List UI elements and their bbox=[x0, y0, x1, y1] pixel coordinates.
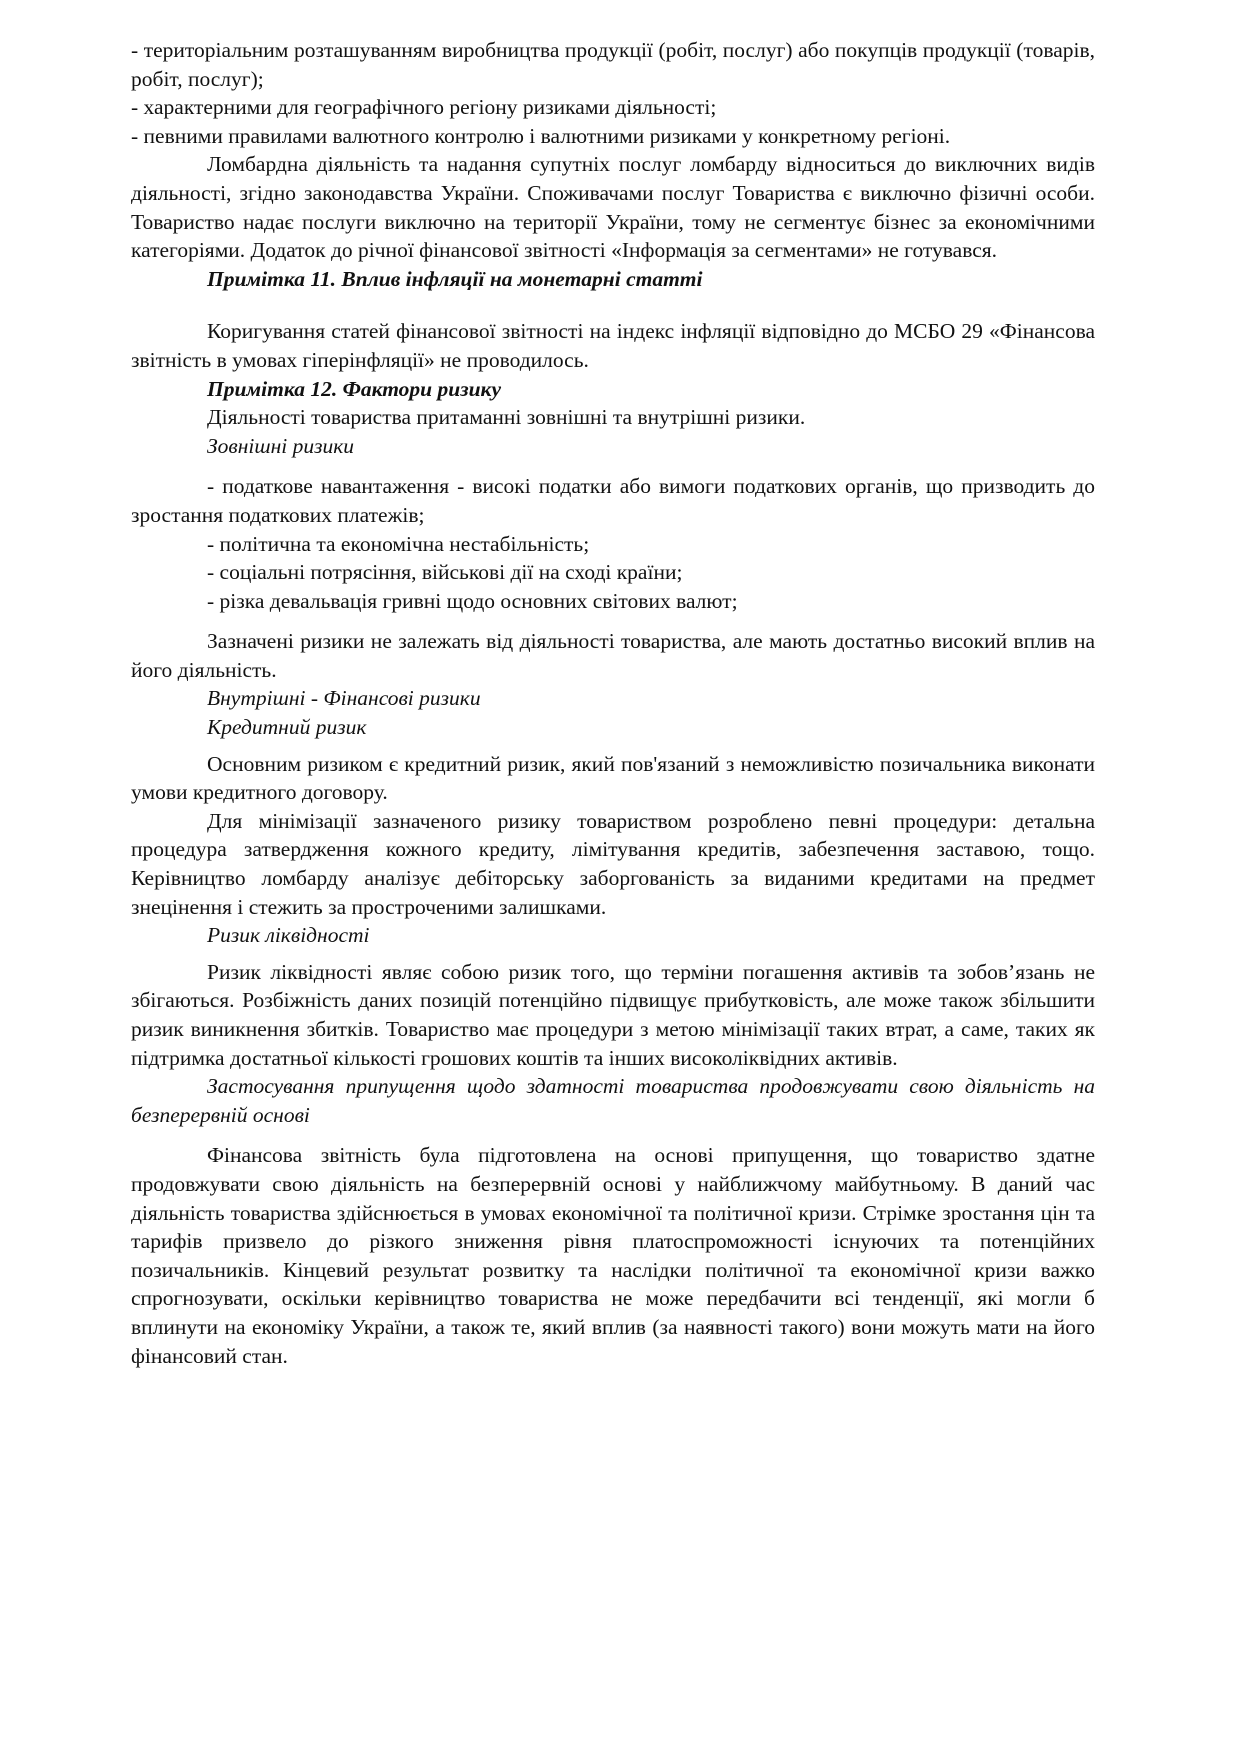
external-risks-summary: Зазначені ризики не залежать від діяльності товариства, але мають достатньо високий вплив на його діяльність. bbox=[131, 629, 1095, 682]
segment-item-territory: - територіальним розташуванням виробництва продукції (робіт, послуг) або покупців продукції (товарів, робіт, послуг); bbox=[131, 38, 1095, 91]
document-page bbox=[131, 36, 1095, 1370]
internal-risks-heading: Внутрішні - Фінансові ризики bbox=[207, 686, 481, 711]
external-risk-tax: - податкове навантаження - високі податки або вимоги податкових органів, що призводить до зростання податкових платежів; bbox=[131, 474, 1095, 527]
external-risk-social: - соціальні потрясіння, військові дії на сході країни; bbox=[207, 560, 683, 585]
note-11-paragraph: Коригування статей фінансової звітності на індекс інфляції відповідно до МСБО 29 «Фінансова звітність в умовах гіперінфляції» не проводилось. bbox=[131, 319, 1095, 372]
note-12-intro: Діяльності товариства притаманні зовнішні та внутрішні ризики. bbox=[207, 405, 806, 430]
credit-risk-paragraph-2: Для мінімізації зазначеного ризику товариством розроблено певні процедури: детальна процедура затвердження кожного кредиту, лімітування кредитів, забезпечення заставою, тощо. Керівництво ломбарду аналізує дебіторську заборгованість за виданими кредитами на предмет знецінення і стежить за простроченими залишками. bbox=[131, 808, 1095, 919]
going-concern-heading: Застосування припущення щодо здатності товариства продовжувати свою діяльність на безперервній основі bbox=[131, 1074, 1095, 1127]
external-risk-devaluation: - різка девальвація гривні щодо основних світових валют; bbox=[207, 588, 738, 613]
credit-risk-paragraph-1: Основним ризиком є кредитний ризик, який пов'язаний з неможливістю позичальника виконати умови кредитного договору. bbox=[131, 751, 1095, 805]
segment-item-currency-control: - певними правилами валютного контролю і валютними ризиками у конкретному регіоні. bbox=[131, 123, 951, 148]
going-concern-paragraph: Фінансова звітність була підготовлена на основі припущення, що товариство здатне продовжувати свою діяльність на безперервній основі у найближчому майбутньому. В даний час діяльність товариства здійснюється в умовах економічної та політичної кризи. Стрімке зростання цін та тарифів призвело до різкого зниження рівня платоспроможності існуючих та потенційних позичальників. Кінцевий результат розвитку та наслідки політичної та економічної кризи важко спрогнозувати, оскільки керівництво товариства не може передбачити всі тенденції, які могли б вплинути на економіку України, а також те, який вплив (за наявності такого) вони можуть мати на його фінансовий стан. bbox=[131, 1143, 1095, 1368]
liquidity-risk-heading: Ризик ліквідності bbox=[207, 923, 370, 948]
segment-item-geographic-risks: - характерними для географічного регіону ризиками діяльності; bbox=[131, 95, 717, 120]
credit-risk-heading: Кредитний ризик bbox=[207, 715, 367, 740]
external-risk-political: - політична та економічна нестабільність; bbox=[207, 531, 590, 556]
segment-paragraph: Ломбардна діяльність та надання супутніх послуг ломбарду відноситься до виключних видів діяльності, згідно законодавства України. Споживачами послуг Товариства є виключно фізичні особи. Товариство надає послуги виключно на території України, тому не сегментує бізнес за економічними категоріями. Додаток до річної фінансової звітності «Інформація за сегментами» не готувався. bbox=[131, 152, 1095, 263]
external-risks-heading: Зовнішні ризики bbox=[207, 433, 355, 458]
note-12-heading: Примітка 12. Фактори ризику bbox=[207, 376, 501, 401]
note-11-heading: Примітка 11. Вплив інфляції на монетарні статті bbox=[207, 266, 703, 291]
liquidity-risk-paragraph: Ризик ліквідності являє собою ризик того, що терміни погашення активів та зобов’язань не збігаються. Розбіжність даних позицій потенційно підвищує прибутковість, але може також збільшити ризик виникнення збитків. Товариство має процедури з метою мінімізації таких втрат, а саме, таких як підтримка достатньої кількості грошових коштів та інших високоліквідних активів. bbox=[131, 959, 1095, 1070]
